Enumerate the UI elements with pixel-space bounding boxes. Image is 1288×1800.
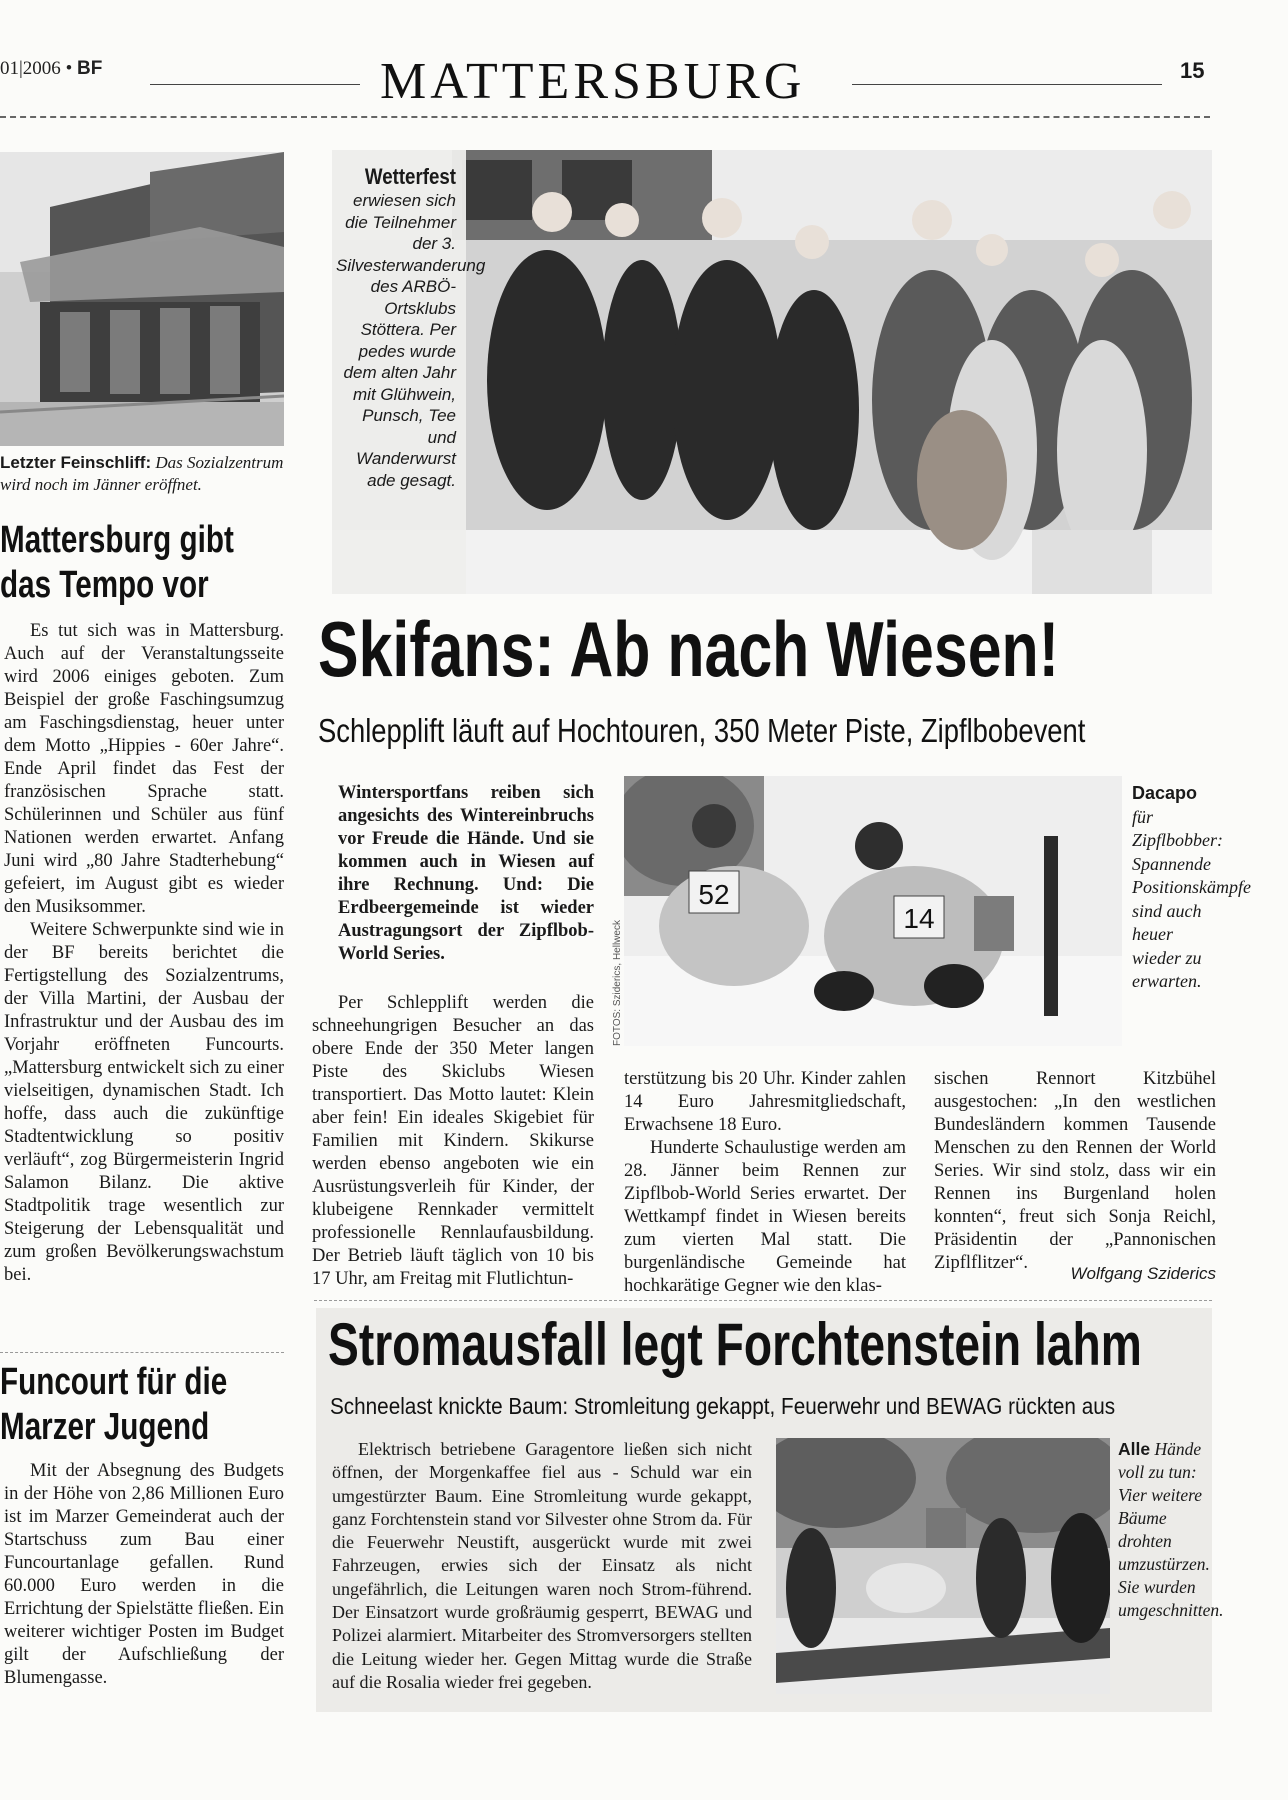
skifans-col2-text-b: Hunderte Schaulustige werden am 28. Jänner beim Rennen zur Zipflbob-World Series erwartet. Der Wettkampf findet in Wiesen bereits zum vierten Mal statt. Die burgenländische Gemeinde hat hochkarätige Gegner wie den klas- [624, 1138, 906, 1296]
paper-name: BF [76, 58, 103, 79]
header-rule-left [150, 84, 360, 85]
building-caption-bold: Letzter Feinschliff: [0, 453, 152, 472]
firefighters-photo [776, 1438, 1110, 1694]
funcourt-paragraph-1: Mit der Absegnung des Budgets in der Höhe von 2,86 Millionen Euro ist im Marzer Gemeinderat auch der Startschuss zum Bau einer Funcourtanlage gefallen. Rund 60.000 Euro werden in die Errichtung der Spielstätte fließen. Ein weiterer wichtiger Posten im Budget gilt der Aufschließung der Blumengasse. [4, 1461, 284, 1688]
skifans-col2 [624, 1068, 906, 1298]
skifans-col2-text-a: terstützung bis 20 Uhr. Kinder zahlen 14 Euro Jahresmitgliedschaft, Erwachsene 18 Euro. [624, 1069, 906, 1135]
mattersburg-paragraph-1: Es tut sich was in Mattersburg. Auch auf der Veranstaltungsseite wird 2006 einiges geboten. Zum Beispiel der große Faschingsumzug am Faschingsdienstag, heuer unter dem Motto „Hippies - 60er Jahre“. Ende April findet das Fest der französischen Sprache statt. Schülerinnen und Schüler aus fünf Nationen werden erwartet. Anfang Juni wird „80 Jahre Stadterhebung“ gefeiert, im August gibt es wieder den Musiksommer. [4, 621, 284, 917]
skifans-headline: Skifans: Ab nach Wiesen! [318, 605, 1059, 693]
skifans-col3 [934, 1068, 1216, 1275]
ski-separator [314, 1300, 1212, 1301]
building-illustration [0, 152, 284, 446]
storm-body-text: Elektrisch betriebene Garagentore ließen sich nicht öffnen, der Morgenkaffee fiel aus - Schuld war ein umgestürzter Baum. Eine Stromleitung wurde gekappt, ganz Forchtenstein stand vor Silvester ohne Strom da. Für die Feuerwehr Neustift, ausgerückt wurde mit zwei Fahrzeugen, erwies sich der Einsatz als nicht ungefährlich, die Leitungen waren noch Strom-führend. Der Einsatzort wurde großräumig gesperrt, BEWAG und Polizei alarmiert. Mitarbeiter des Stromversorgers stellten die Leitung wieder her. Gegen Mittag wurde die Straße auf die Rosalia wieder frei gegeben. [332, 1439, 752, 1692]
skifans-subheadline: Schlepplift läuft auf Hochtouren, 350 Meter Piste, Zipflbobevent [318, 712, 1086, 749]
page-number: 15 [1180, 58, 1205, 83]
funcourt-headline-line1: Funcourt für die [0, 1361, 228, 1403]
wetterfest-caption-box [332, 150, 486, 594]
funcourt-headline [0, 1360, 227, 1450]
firefighters-caption-text: Hände voll zu tun: Vier weitere Bäume drohten umzustürzen. Sie wurden umgeschnitten. [1118, 1439, 1224, 1620]
left-separator [0, 1352, 284, 1353]
skifans-lead: Wintersportfans reiben sich angesichts des Wintereinbruchs vor Freude die Hände. Und sie kommen auch in Wiesen auf ihre Rechnung. Und: Die Erdbeergemeinde ist wieder Austragungsort der Zipflbob-World Series. [338, 783, 594, 964]
zipflbob-photo [624, 776, 1122, 1046]
skifans-col3-text: sischen Rennort Kitzbühel ausgestochen: „In den westlichen Bundesländern kommen Tausende Menschen zu den Rennen der World Series. Wir sind stolz, dass wir ein Rennen ins Burgenland holen konnten“, freut sich Sonja Reichl, Präsidentin der „Pannonischen Zipflflitzer“. [934, 1069, 1216, 1273]
mattersburg-headline-line1: Mattersburg gibt [0, 519, 234, 561]
issue-line [0, 58, 102, 80]
skifans-col1 [312, 992, 594, 1291]
section-title: MATTERSBURG [380, 53, 806, 110]
storm-body [332, 1438, 752, 1694]
bib-14: 14 [903, 903, 935, 934]
funcourt-headline-line2: Marzer Jugend [0, 1406, 210, 1448]
zipflbob-illustration [624, 776, 1122, 1046]
building-caption [0, 452, 286, 496]
author-byline: Wolfgang Sziderics [1070, 1264, 1216, 1283]
header-divider [0, 116, 1210, 118]
storm-subheadline: Schneelast knickte Baum: Stromleitung gekappt, Feuerwehr und BEWAG rückten aus [330, 1393, 1116, 1419]
firefighters-illustration [776, 1438, 1110, 1694]
zipflbob-caption [1132, 782, 1251, 994]
wetterfest-caption-title: Wetterfest [364, 164, 456, 189]
building-caption-text: Das Sozialzentrum wird noch im Jänner eröffnet. [0, 453, 284, 494]
wetterfest-caption [332, 150, 486, 491]
mattersburg-headline [0, 518, 234, 608]
zipflbob-caption-title: Dacapo [1132, 783, 1198, 803]
mattersburg-body [4, 620, 284, 1287]
firefighters-caption [1118, 1438, 1224, 1622]
photo-credit: FOTOS: Sziderics, Hellweck [612, 920, 623, 1046]
wetterfest-caption-text: erwiesen sich die Teilnehmer der 3. Silvesterwanderung des ARBÖ-Ortsklubs Stöttera. Per pedes wurde dem alten Jahr mit Glühwein, Punsch, Tee und Wanderwurst ade gesagt. [336, 191, 486, 490]
firefighters-caption-title: Alle [1118, 1439, 1151, 1459]
issue-number: 01|2006 [0, 58, 61, 79]
mattersburg-paragraph-2: Weitere Schwerpunkte sind wie in der BF bereits berichtet die Fertigstellung des Sozialzentrums, der Villa Martini, der Ausbau der Infrastruktur und der Ausbau des im Vorjahr eröffneten Funcourts. „Mattersburg entwickelt sich zu einer vielseitigen, dynamischen Stadt. Ich hoffe, dass auch die zukünftige Stadtentwicklung so positiv verläuft“, zog Bürgermeisterin Ingrid Salamon Bilanz. Die aktive Stadtpolitik trage wesentlich zur Steigerung der Lebensqualität und zum großen Bevölkerungswachstum bei. [4, 920, 284, 1285]
bullet: • [65, 58, 73, 79]
skifans-col1-text: Per Schlepplift werden die schneehungrigen Besucher an das obere Ende der 350 Meter langen Piste des Skiclubs Wiesen transportiert. Das Motto lautet: Klein aber fein! Ein ideales Skigebiet für Familien mit Kindern. Skikurse werden ebenso angeboten wie ein Ausrüstungsverleih für Kinder, der klubeigene Rennkader vermittelt professionelle Rennlaufausbildung. Der Betrieb läuft täglich von 10 bis 17 Uhr, am Freitag mit Flutlichtun- [312, 993, 594, 1289]
bib-52: 52 [698, 879, 730, 910]
storm-headline: Stromausfall legt Forchtenstein lahm [328, 1311, 1142, 1378]
funcourt-body [4, 1460, 284, 1690]
mattersburg-headline-line2: das Tempo vor [0, 564, 209, 606]
building-photo [0, 152, 284, 446]
zipflbob-caption-text: für Zipflbobber: Spannende Positionskämpfe sind auch heuer wieder zu erwarten. [1132, 806, 1251, 991]
header-rule-right [852, 84, 1162, 85]
